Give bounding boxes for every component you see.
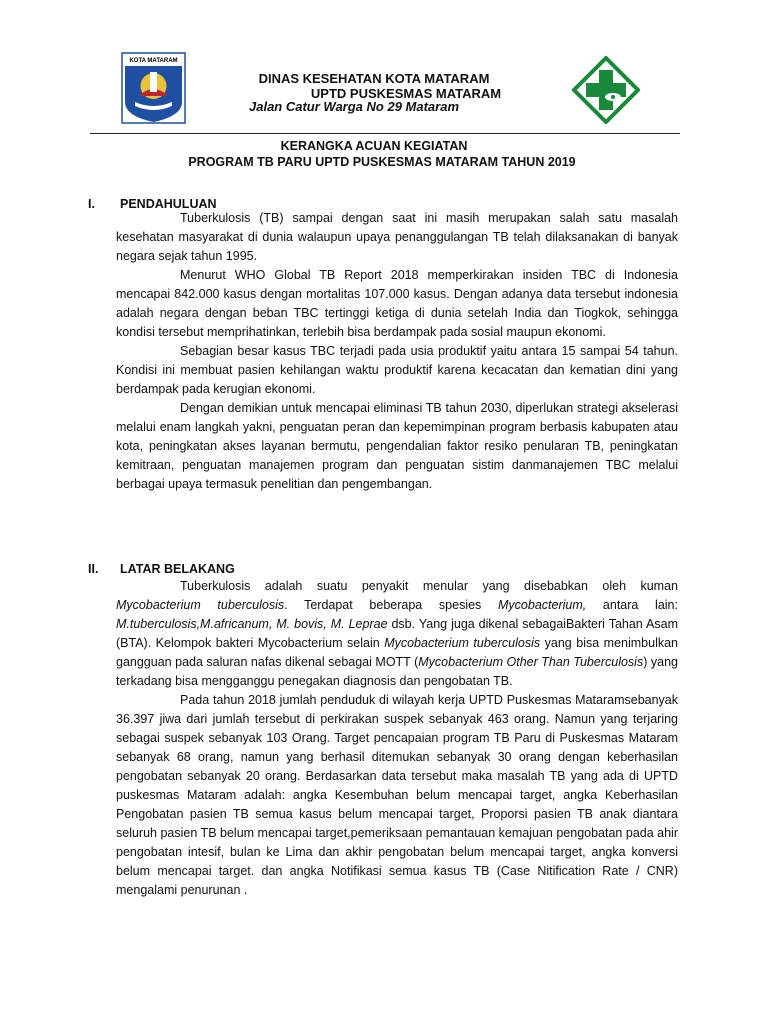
header-line-1: DINAS KESEHATAN KOTA MATARAM <box>258 71 490 86</box>
section-title: LATAR BELAKANG <box>120 562 235 576</box>
doc-subtitle: PROGRAM TB PARU UPTD PUSKESMAS MATARAM TAHUN 2019 <box>188 155 576 169</box>
header-address: Jalan Catur Warga No 29 Mataram <box>249 99 459 114</box>
paragraph: Pada tahun 2018 jumlah penduduk di wilayah kerja UPTD Puskesmas Mataramsebanyak 36.397 jiwa dari jumlah tersebut di perkirakan suspek sebanyak 463 orang. Namun yang terjaring sebagai suspek sebanyak 103 Orang. Target pencapaian program TB Paru di Puskesmas Mataram sebanyak 68 orang, namun yang berhasil ditemukan sebanyak 30 orang dengan keberhasilan pengobatan sebanyak 20 orang. Berdasarkan data tersebut maka masalah TB yang ada di UPTD puskesmas Mataram adalah: angka Kesembuhan belum mencapai target, angka Keberhasilan Pengobatan pasien TB semua kasus belum mencapai target, Proporsi pasien TB anak diantara seluruh pasien TB belum mencapai target,pemeriksaan pemantauan kemajuan pengobatan pada ahir pengobatan intesif, bulan ke Lima dan akhir pengobatan belum mencapai target, angka konversi belum mencapai target. dan angka Notifikasi semua kasus TB (Case Nitification Rate / CNR) mengalami penurunan . <box>116 693 678 897</box>
section-number: I. <box>88 197 95 211</box>
section-body <box>116 577 678 900</box>
paragraph: Tuberkulosis (TB) sampai dengan saat ini masih merupakan salah satu masalah kesehatan masyarakat di dunia walaupun upaya penanggulangan TB telah dilaksanakan di banyak negara sejak tahun 1995. <box>116 211 678 263</box>
paragraph: Sebagian besar kasus TBC terjadi pada usia produktif yaitu antara 15 sampai 54 tahun. Kondisi ini membuat pasien kehilangan waktu produktif karena kecacatan dan kematian dini yang berdampak pada kerugian ekonomi. <box>116 344 678 396</box>
doc-title: KERANGKA ACUAN KEGIATAN <box>280 139 468 153</box>
section-heading <box>88 562 235 576</box>
header-line-2: UPTD PUSKESMAS MATARAM <box>310 86 502 101</box>
paragraph: Dengan demikian untuk mencapai eliminasi TB tahun 2030, diperlukan strategi akselerasi melalui enam langkah yakni, penguatan peran dan kepemimpinan program berbasis kabupaten atau kota, peningkatan akses layanan bermutu, pengendalian faktor resiko penularan TB, peningkatan kemitraan, penguatan manajemen program dan penguatan sistim danmanajemen TBC melalui berbagai upaya termasuk penelitian dan pengembangan. <box>116 401 678 491</box>
section-number: II. <box>88 562 99 576</box>
section-body <box>116 209 678 494</box>
emblem-label: KOTA MATARAM <box>129 58 178 64</box>
paragraph: Tuberkulosis adalah suatu penyakit menular yang disebabkan oleh kuman Mycobacterium tuberculosis. Terdapat beberapa spesies Mycobacterium, antara lain: M.tuberculosis,M.africanum, M. bovis, M. Leprae dsb. Yang juga dikenal sebagaiBakteri Tahan Asam (BTA). Kelompok bakteri Mycobacterium selain Mycobacterium tuberculosis yang bisa menimbulkan gangguan pada saluran nafas dikenal sebagai MOTT (Mycobacterium Other Than Tuberculosis) yang terkadang bisa mengganggu penegakan diagnosis dan pengobatan TB. <box>116 579 679 688</box>
kemenkes-cross-icon <box>572 56 640 124</box>
header-divider <box>90 133 680 134</box>
paragraph: Menurut WHO Global TB Report 2018 memperkirakan insiden TBC di Indonesia mencapai 842.000 kasus dengan mortalitas 107.000 kasus. Dengan adanya data tersebut indonesia adalah negara dengan beban TBC tertinggi ketiga di dunia setelah India dan Tiogkok, sehingga kondisi tersebut memprihatinkan, terlebih bisa berdampak pada sosial maupun ekonomi. <box>116 268 678 339</box>
section-title: PENDAHULUAN <box>120 197 217 211</box>
